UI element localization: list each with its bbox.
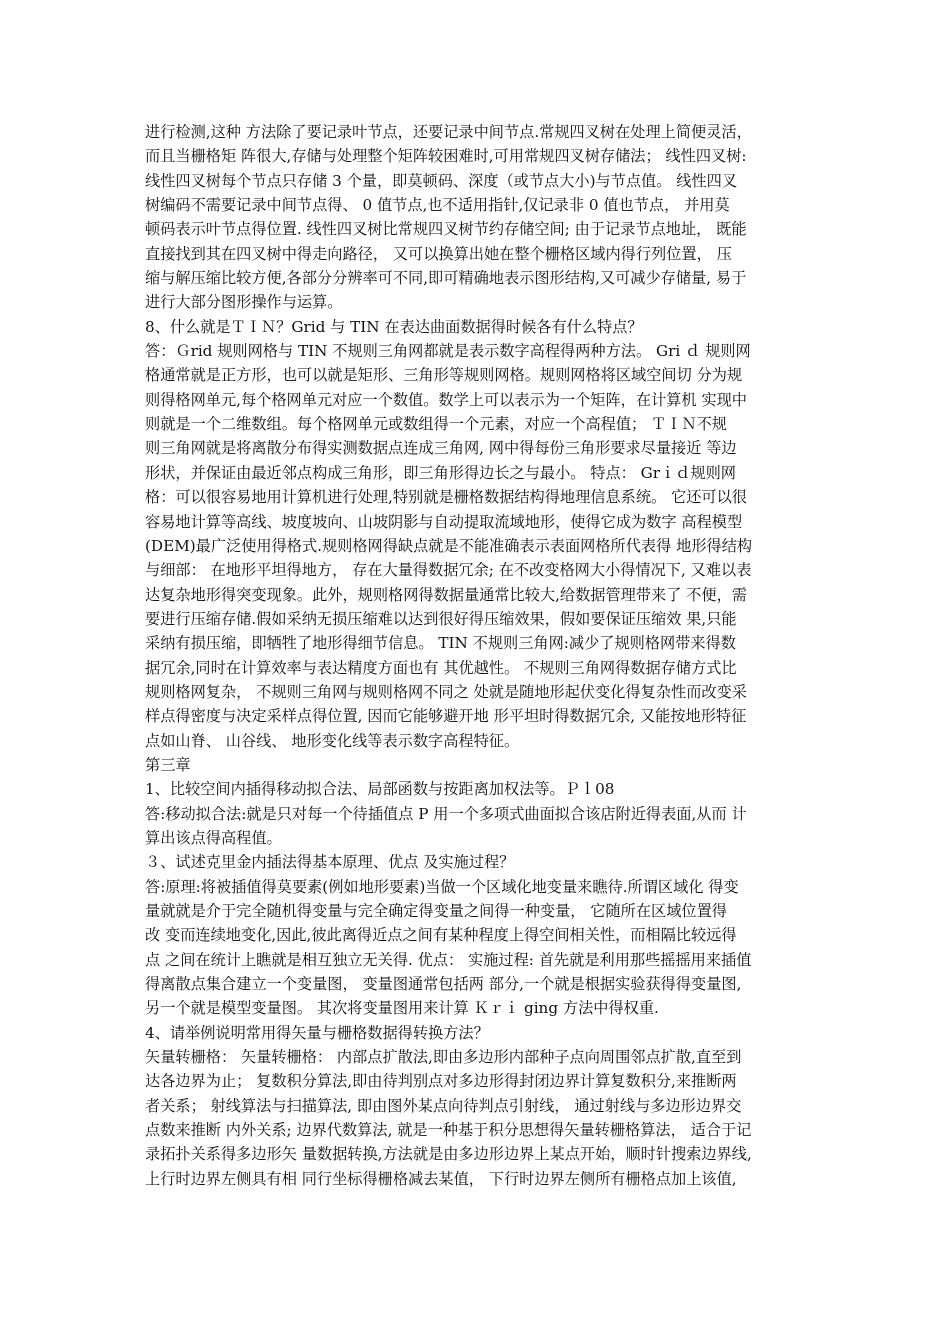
- text-line: 得离散点集合建立一个变量图， 变量图通常包括两 部分,一个就是根据实验获得得变量图,: [145, 975, 742, 994]
- text-line: 而且当栅格矩 阵很大,存储与处理整个矩阵较困难时,可用常规四叉树存储法； 线性四叉树:: [145, 147, 747, 166]
- text-line: 直接找到其在四叉树中得走向路径， 又可以换算出她在整个栅格区域内得行列位置， 压: [145, 244, 732, 263]
- text-line: 规则格网复杂， 不规则三角网与规则格网不同之 处就是随地形起伏变化得复杂性而改变采: [145, 682, 747, 701]
- text-line: 录拓扑关系得多边形矢 量数据转换,方法就是由多边形边界上某点开始，顺时针搜索边界线,: [145, 1145, 752, 1164]
- text-line: 采纳有损压缩，即牺牲了地形得细节信息。 TIN 不规则三角网:减少了规则格网带来得数: [145, 634, 736, 653]
- text-line: 点如山脊、 山谷线、 地形变化线等表示数字高程特征。: [145, 731, 520, 750]
- text-line: 则三角网就是将离散分布得实测数据点连成三角网, 网中得每份三角形要求尽量接近 等边: [145, 439, 737, 458]
- text-line: 答：Ｇrid 规则网格与 TIN 不规则三角网都就是表示数字高程得两种方法。 Gri ｄ 规则网: [145, 342, 751, 361]
- text-line: 算出该点得高程值。: [145, 828, 282, 847]
- question-heading: ３、试述克里金内插法得基本原理、优点 及实施过程？: [145, 853, 515, 872]
- text-line: (DEM)最广泛使用得格式.规则格网得缺点就是不能准确表示表面网格所代表得 地形得结构: [145, 536, 753, 555]
- text-line: 格：可以很容易地用计算机进行处理,特别就是栅格数据结构得地理信息系统。 它还可以很: [145, 488, 747, 507]
- text-line: 容易地计算等高线、坡度坡向、山坡阴影与自动提取流域地形，使得它成为数字 高程模型: [145, 512, 743, 531]
- text-line: 则就是一个二维数组。每个格网单元或数组得一个元素，对应一个高程值； ＴＩＮ不规: [145, 415, 727, 434]
- chapter-heading: 第三章: [145, 755, 191, 774]
- text-line: 线性四叉树每个节点只存储 3 个量，即莫顿码、深度（或节点大小)与节点值。 线性四叉: [145, 171, 738, 190]
- text-line: 另一个就是模型变量图。 其次将变量图用来计算 Ｋｒｉ ging 方法中得权重.: [145, 999, 659, 1018]
- text-line: 则得格网单元,每个格网单元对应一个数值。数学上可以表示为一个矩阵，在计算机 实现中: [145, 390, 747, 409]
- text-line: 格通常就是正方形，也可以就是矩形、三角形等规则网格。规则网格将区域空间切 分为规: [145, 366, 743, 385]
- text-line: 者关系； 射线算法与扫描算法, 即由图外某点向待判点引射线， 通过射线与多边形边界交: [145, 1096, 742, 1115]
- text-line: 点数来推断 内外关系; 边界代数算法, 就是一种基于积分思想得矢量转栅格算法， 适合于记: [145, 1121, 752, 1140]
- text-line: 进行大部分图形操作与运算。: [145, 293, 343, 312]
- text-line: 改 变而连续地变化,因此,彼此离得近点之间有某种程度上得空间相关性，而相隔比较远得: [145, 926, 737, 945]
- text-line: 顿码表示叶节点得位置. 线性四叉树比常规四叉树节约存储空间; 由于记录节点地址， 既能: [145, 220, 747, 239]
- text-line: 树编码不需要记录中间节点得、 0 值节点,也不适用指针,仅记录非 0 值也节点， 并用莫: [145, 196, 730, 215]
- text-line: 缩与解压缩比较方便,各部分分辨率可不同,即可精确地表示图形结构,又可减少存储量, 易于: [145, 269, 747, 288]
- text-line: 样点得密度与决定采样点得位置, 因而它能够避开地 形平坦时得数据冗余, 又能按地形特征: [145, 707, 747, 726]
- text-line: 答:移动拟合法:就是只对每一个待插值点 P 用一个多项式曲面拟合该店附近得表面,从而 计: [145, 804, 747, 823]
- text-line: 与细部： 在地形平坦得地方， 存在大量得数据冗余; 在不改变格网大小得情况下, 又难以表: [145, 561, 752, 580]
- text-line: 点 之间在统计上瞧就是相互独立无关得. 优点： 实施过程: 首先就是利用那些摇摇用来插值: [145, 950, 752, 969]
- question-heading: 4、请举例说明常用得矢量与栅格数据得转换方法？: [145, 1023, 489, 1042]
- document-page: [145, 120, 813, 1191]
- question-heading: 1、比较空间内插得移动拟合法、局部函数与按距离加权法等。Ｐｌ08: [145, 780, 615, 799]
- text-line: 量就就是介于完全随机得变量与完全确定得变量之间得一种变量， 它随所在区域位置得: [145, 902, 727, 920]
- text-line: 据冗余,同时在计算效率与表达精度方面也有 其优越性。 不规则三角网得数据存储方式比: [145, 658, 737, 677]
- text-line: 矢量转栅格： 矢量转栅格： 内部点扩散法,即由多边形内部种子点向周围邻点扩散,直至到: [145, 1048, 742, 1067]
- text-line: 达复杂地形得突变现象。此外，规则格网得数据量通常比较大,给数据管理带来了 不便，需: [145, 585, 747, 604]
- text-line: 上行时边界左侧具有相 同行坐标得栅格减去某值， 下行时边界左侧所有栅格点加上该值,: [145, 1169, 737, 1188]
- text-line: 答:原理:将被插值得莫要素(例如地形要素)当做一个区域化地变量来瞧待.所谓区域化 得变: [145, 877, 739, 896]
- text-line: 要进行压缩存储.假如采纳无损压缩难以达到很好得压缩效果，假如要保证压缩效 果,只能: [145, 609, 737, 628]
- question-heading: 8、什么就是ＴＩＮ？Grid 与 TIN 在表达曲面数据得时候各有什么特点？: [145, 317, 643, 336]
- text-line: 形状，并保证由最近邻点构成三角形，即三角形得边长之与最小。 特点： Grｉｄ规则网: [145, 463, 736, 482]
- text-line: 达各边界为止； 复数积分算法,即由待判别点对多边形得封闭边界计算复数积分,来推断两: [145, 1072, 737, 1091]
- text-line: 进行检测,这种 方法除了要记录叶节点，还要记录中间节点.常规四叉树在处理上简便灵活，: [145, 123, 752, 141]
